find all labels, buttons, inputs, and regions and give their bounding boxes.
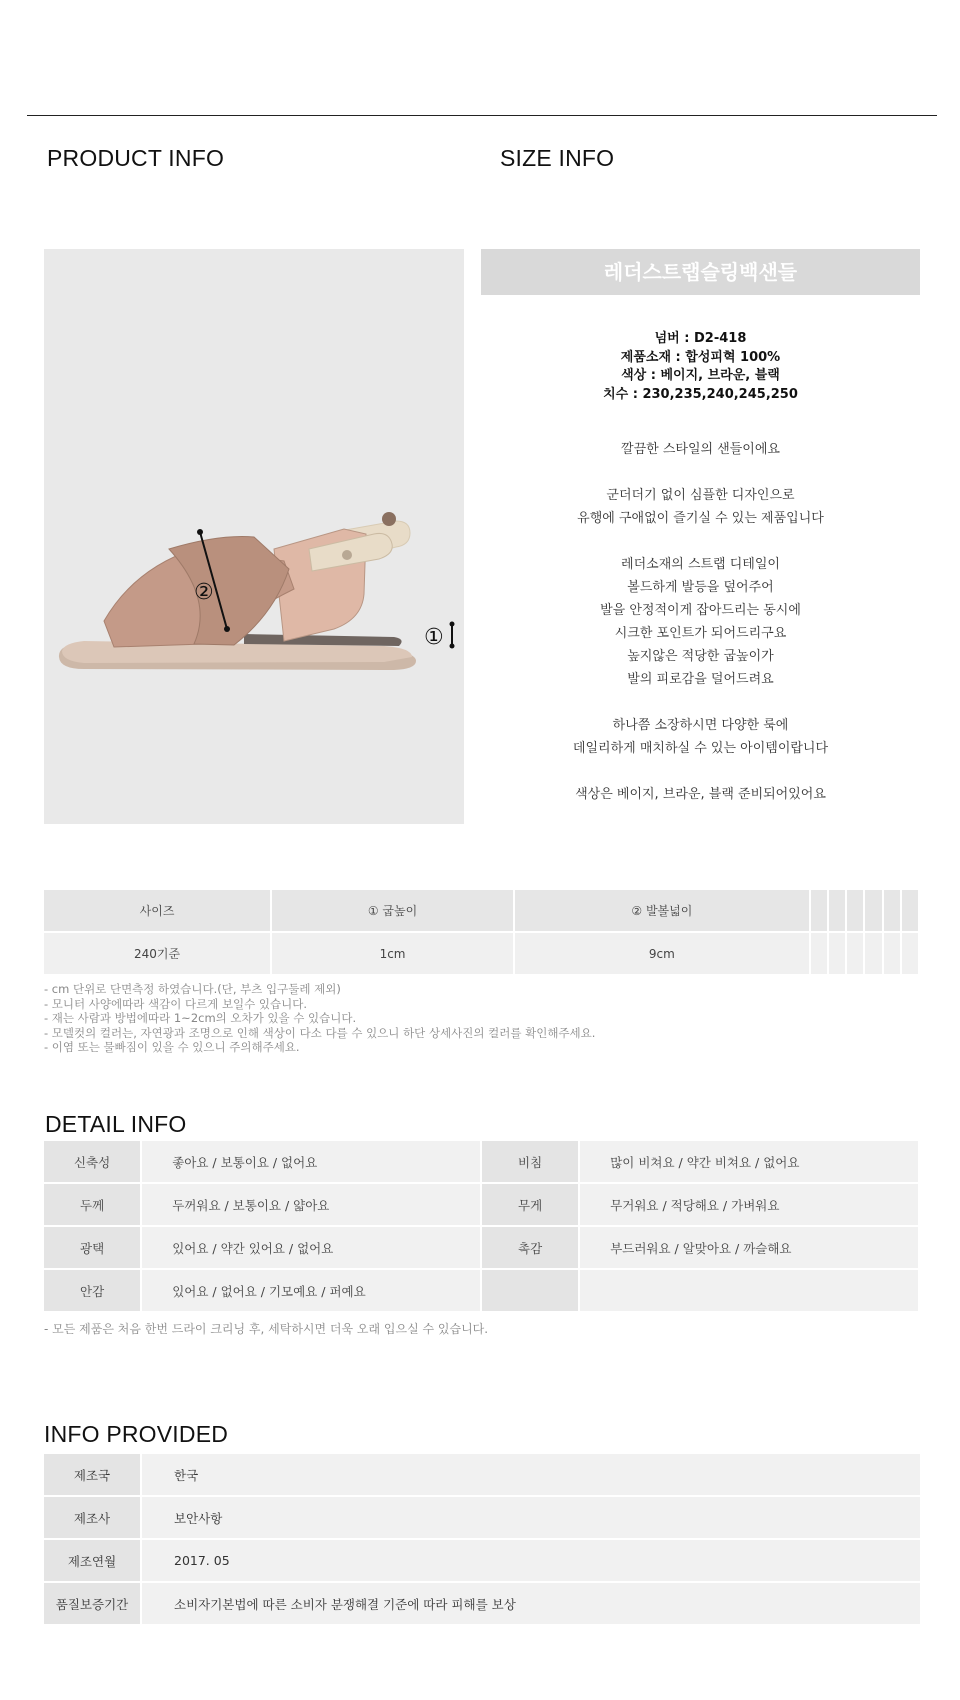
info-value: 2017. 05 <box>142 1540 920 1583</box>
desc-line: 시크한 포인트가 되어드리구요 <box>614 626 787 641</box>
detail-value: 있어요 / 약간 있어요 / 없어요 <box>142 1227 482 1270</box>
desc-line: 레더소재의 스트랩 디테일이 <box>621 557 780 572</box>
desc-line: 데일리하게 매치하실 수 있는 아이템이랍니다 <box>572 741 829 756</box>
size-cell <box>811 933 829 976</box>
desc-paragraph <box>481 438 920 461</box>
desc-paragraph <box>481 553 920 691</box>
product-specs <box>481 330 920 404</box>
marker-2: ② <box>194 580 214 605</box>
detail-label: 촉감 <box>482 1227 580 1270</box>
product-description <box>481 438 920 829</box>
detail-label: 안감 <box>44 1270 142 1313</box>
info-value: 소비자기본법에 따른 소비자 분쟁해결 기준에 따라 피해를 보상 <box>142 1583 920 1626</box>
detail-value: 있어요 / 없어요 / 기모예요 / 퍼예요 <box>142 1270 482 1313</box>
size-cell <box>884 933 902 976</box>
detail-value: 좋아요 / 보통이요 / 없어요 <box>142 1141 482 1184</box>
note-line: - 이염 또는 물빠짐이 있을 수 있으니 주의해주세요. <box>44 1040 300 1054</box>
desc-line: 발을 안정적이게 잡아드리는 동시에 <box>600 603 801 618</box>
desc-line: 볼드하게 발등을 덮어주어 <box>627 580 774 595</box>
info-value: 보안사항 <box>142 1497 920 1540</box>
detail-row <box>44 1184 920 1227</box>
size-table <box>44 890 920 976</box>
desc-line: 하나쯤 소장하시면 다양한 룩에 <box>612 718 789 733</box>
desc-line: 높지않은 적당한 굽높이가 <box>627 649 774 664</box>
size-cell <box>865 933 883 976</box>
size-table-header <box>44 890 920 933</box>
marker-1: ① <box>424 625 444 650</box>
detail-label: 광택 <box>44 1227 142 1270</box>
info-value: 한국 <box>142 1454 920 1497</box>
size-cell <box>902 933 920 976</box>
sandal-illustration <box>44 249 464 824</box>
detail-value: 많이 비쳐요 / 약간 비쳐요 / 없어요 <box>580 1141 920 1184</box>
info-provided-title: INFO PROVIDED <box>44 1421 229 1447</box>
size-header-cell <box>829 890 847 933</box>
note-line: - 재는 사람과 방법에따라 1~2cm의 오차가 있을 수 있습니다. <box>44 1011 357 1025</box>
size-header-cell <box>884 890 902 933</box>
size-header-cell <box>811 890 829 933</box>
detail-note: - 모든 제품은 처음 한번 드라이 크리닝 후, 세탁하시면 더욱 오래 입으실 수 있습니다. <box>44 1322 489 1336</box>
info-row <box>44 1540 920 1583</box>
detail-table <box>44 1141 920 1313</box>
detail-info-title: DETAIL INFO <box>45 1111 187 1137</box>
size-cell: 1cm <box>272 933 515 976</box>
product-info-title: PRODUCT INFO <box>47 145 225 171</box>
info-label: 제조국 <box>44 1454 142 1497</box>
size-header-cell <box>847 890 865 933</box>
desc-line: 유행에 구애없이 즐기실 수 있는 제품입니다 <box>577 511 824 526</box>
size-cell: 9cm <box>515 933 811 976</box>
detail-row <box>44 1270 920 1313</box>
size-header-cell: 사이즈 <box>44 890 272 933</box>
detail-label: 무게 <box>482 1184 580 1227</box>
size-notes <box>44 982 595 1055</box>
product-photo <box>44 249 464 824</box>
product-name-bar: 레더스트랩슬링백샌들 <box>481 249 920 295</box>
size-cell <box>829 933 847 976</box>
desc-line: 군더더기 없이 심플한 디자인으로 <box>606 488 795 503</box>
detail-value: 두꺼워요 / 보통이요 / 얇아요 <box>142 1184 482 1227</box>
detail-row <box>44 1227 920 1270</box>
desc-line: 깔끔한 스타일의 샌들이에요 <box>621 442 780 457</box>
size-table-row <box>44 933 920 976</box>
detail-value <box>580 1270 920 1313</box>
size-header-cell: ① 굽높이 <box>272 890 515 933</box>
detail-value: 무거워요 / 적당해요 / 가벼워요 <box>580 1184 920 1227</box>
spec-size: 치수 : 230,235,240,245,250 <box>603 386 798 402</box>
top-divider <box>27 115 937 116</box>
desc-line: 발의 피로감을 덜어드려요 <box>627 672 774 687</box>
info-row <box>44 1454 920 1497</box>
desc-paragraph <box>481 783 920 806</box>
info-provided-table <box>44 1454 920 1626</box>
size-cell <box>847 933 865 976</box>
info-row <box>44 1583 920 1626</box>
spec-color: 색상 : 베이지, 브라운, 블랙 <box>621 368 780 383</box>
note-line: - 모니터 사양에따라 색감이 다르게 보일수 있습니다. <box>44 996 308 1011</box>
detail-label: 신축성 <box>44 1141 142 1184</box>
size-header-cell: ② 발볼넓이 <box>515 890 811 933</box>
info-label: 품질보증기간 <box>44 1583 142 1626</box>
size-header-cell <box>865 890 883 933</box>
info-label: 제조연월 <box>44 1540 142 1583</box>
spec-material: 제품소재 : 합성피혁 100% <box>620 349 781 365</box>
size-info-title: SIZE INFO <box>500 145 615 171</box>
detail-value: 부드러워요 / 알맞아요 / 까슬해요 <box>580 1227 920 1270</box>
desc-paragraph <box>481 484 920 530</box>
info-label: 제조사 <box>44 1497 142 1540</box>
detail-label: 비침 <box>482 1141 580 1184</box>
detail-label <box>482 1270 580 1313</box>
info-row <box>44 1497 920 1540</box>
note-line: - cm 단위로 단면측정 하였습니다.(단, 부츠 입구둘레 제외) <box>44 982 341 996</box>
size-cell: 240기준 <box>44 933 272 976</box>
detail-row <box>44 1141 920 1184</box>
size-header-cell <box>902 890 920 933</box>
detail-label: 두께 <box>44 1184 142 1227</box>
desc-paragraph <box>481 714 920 760</box>
note-line: - 모델컷의 컬러는, 자연광과 조명으로 인해 색상이 다소 다를 수 있으니 하단 상세사진의 컬러를 확인해주세요. <box>44 1025 596 1040</box>
spec-number: 넘버 : D2-418 <box>654 331 747 346</box>
desc-line: 색상은 베이지, 브라운, 블랙 준비되어있어요 <box>575 787 826 802</box>
